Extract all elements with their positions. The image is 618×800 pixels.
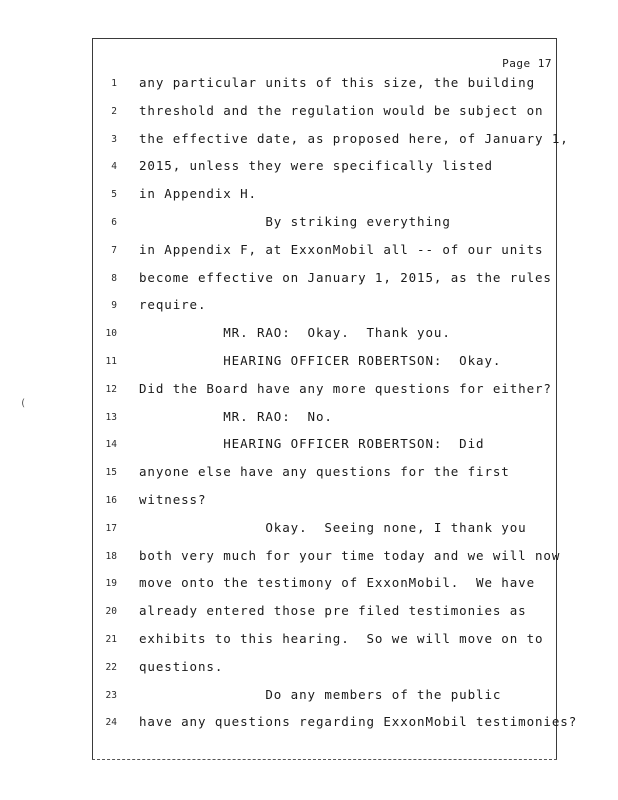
line-number: 19 (105, 578, 117, 590)
transcript-line (0, 714, 618, 734)
transcript-line (0, 103, 618, 123)
transcript-line (0, 131, 618, 151)
line-number: 5 (111, 189, 117, 201)
line-number: 16 (105, 495, 117, 506)
line-number: 15 (105, 467, 117, 479)
line-number: 12 (105, 383, 117, 395)
transcript-line (0, 325, 618, 345)
line-text: require. (139, 297, 207, 313)
line-text: in Appendix H. (139, 186, 257, 202)
line-number: 10 (105, 328, 117, 340)
transcript-line (0, 381, 618, 401)
transcript-line (0, 270, 618, 290)
line-text: have any questions regarding ExxonMobil testimonies? (139, 714, 578, 730)
transcript-line (0, 603, 618, 623)
transcript-line (0, 242, 618, 262)
transcript-line (0, 575, 618, 595)
line-number: 2 (111, 105, 117, 117)
transcript-line (0, 75, 618, 95)
line-text: witness? (139, 492, 207, 507)
line-text: By striking everything (139, 214, 451, 229)
line-text: both very much for your time today and we will now (139, 547, 561, 563)
transcript-line (0, 548, 618, 568)
line-text: any particular units of this size, the building (139, 75, 536, 90)
line-text: MR. RAO: Okay. Thank you. (139, 325, 451, 341)
line-number: 13 (105, 411, 117, 423)
line-text: HEARING OFFICER ROBERTSON: Did (139, 436, 485, 452)
line-number: 9 (111, 300, 117, 312)
line-number: 3 (111, 133, 117, 145)
line-text: become effective on January 1, 2015, as the rules (139, 269, 552, 285)
line-text: in Appendix F, at ExxonMobil all -- of our units (139, 241, 544, 257)
line-text: exhibits to this hearing. So we will move on to (139, 631, 544, 646)
line-text: the effective date, as proposed here, of January 1, (139, 130, 569, 146)
line-number: 22 (105, 661, 117, 673)
line-text: Did the Board have any more questions for either? (139, 380, 552, 396)
line-number: 7 (111, 244, 117, 256)
margin-mark: ( (20, 398, 27, 409)
transcript-line (0, 353, 618, 373)
transcript-line (0, 492, 618, 512)
transcript-line (0, 687, 618, 707)
transcript-line (0, 186, 618, 206)
line-number: 1 (111, 78, 117, 89)
transcript-line (0, 409, 618, 429)
line-text: already entered those pre filed testimonies as (139, 603, 527, 619)
transcript-line (0, 436, 618, 456)
line-number: 24 (105, 717, 117, 729)
line-text: MR. RAO: No. (139, 408, 333, 424)
transcript-line (0, 158, 618, 178)
line-text: questions. (139, 658, 224, 674)
line-number: 6 (111, 217, 117, 228)
line-text: Do any members of the public (139, 686, 502, 702)
line-text: move onto the testimony of ExxonMobil. We have (139, 575, 536, 591)
line-number: 18 (105, 550, 117, 562)
transcript-line (0, 659, 618, 679)
page-number: Page 17 (502, 57, 552, 70)
line-number: 20 (105, 606, 117, 618)
transcript-line (0, 631, 618, 651)
line-number: 17 (105, 522, 117, 534)
line-number: 14 (105, 439, 117, 451)
transcript-line (0, 464, 618, 484)
line-text: Okay. Seeing none, I thank you (139, 519, 527, 535)
line-number: 23 (105, 689, 117, 701)
line-number: 21 (105, 634, 117, 645)
line-number: 11 (105, 356, 117, 367)
line-text: HEARING OFFICER ROBERTSON: Okay. (139, 353, 502, 368)
transcript-line (0, 520, 618, 540)
line-number: 4 (111, 161, 117, 173)
page-bottom-border (92, 759, 557, 760)
transcript-line (0, 214, 618, 234)
line-text: anyone else have any questions for the first (139, 464, 510, 480)
line-text: 2015, unless they were specifically listed (139, 158, 493, 174)
line-text: threshold and the regulation would be subject on (139, 102, 544, 118)
line-number: 8 (111, 272, 117, 284)
transcript-line (0, 297, 618, 317)
